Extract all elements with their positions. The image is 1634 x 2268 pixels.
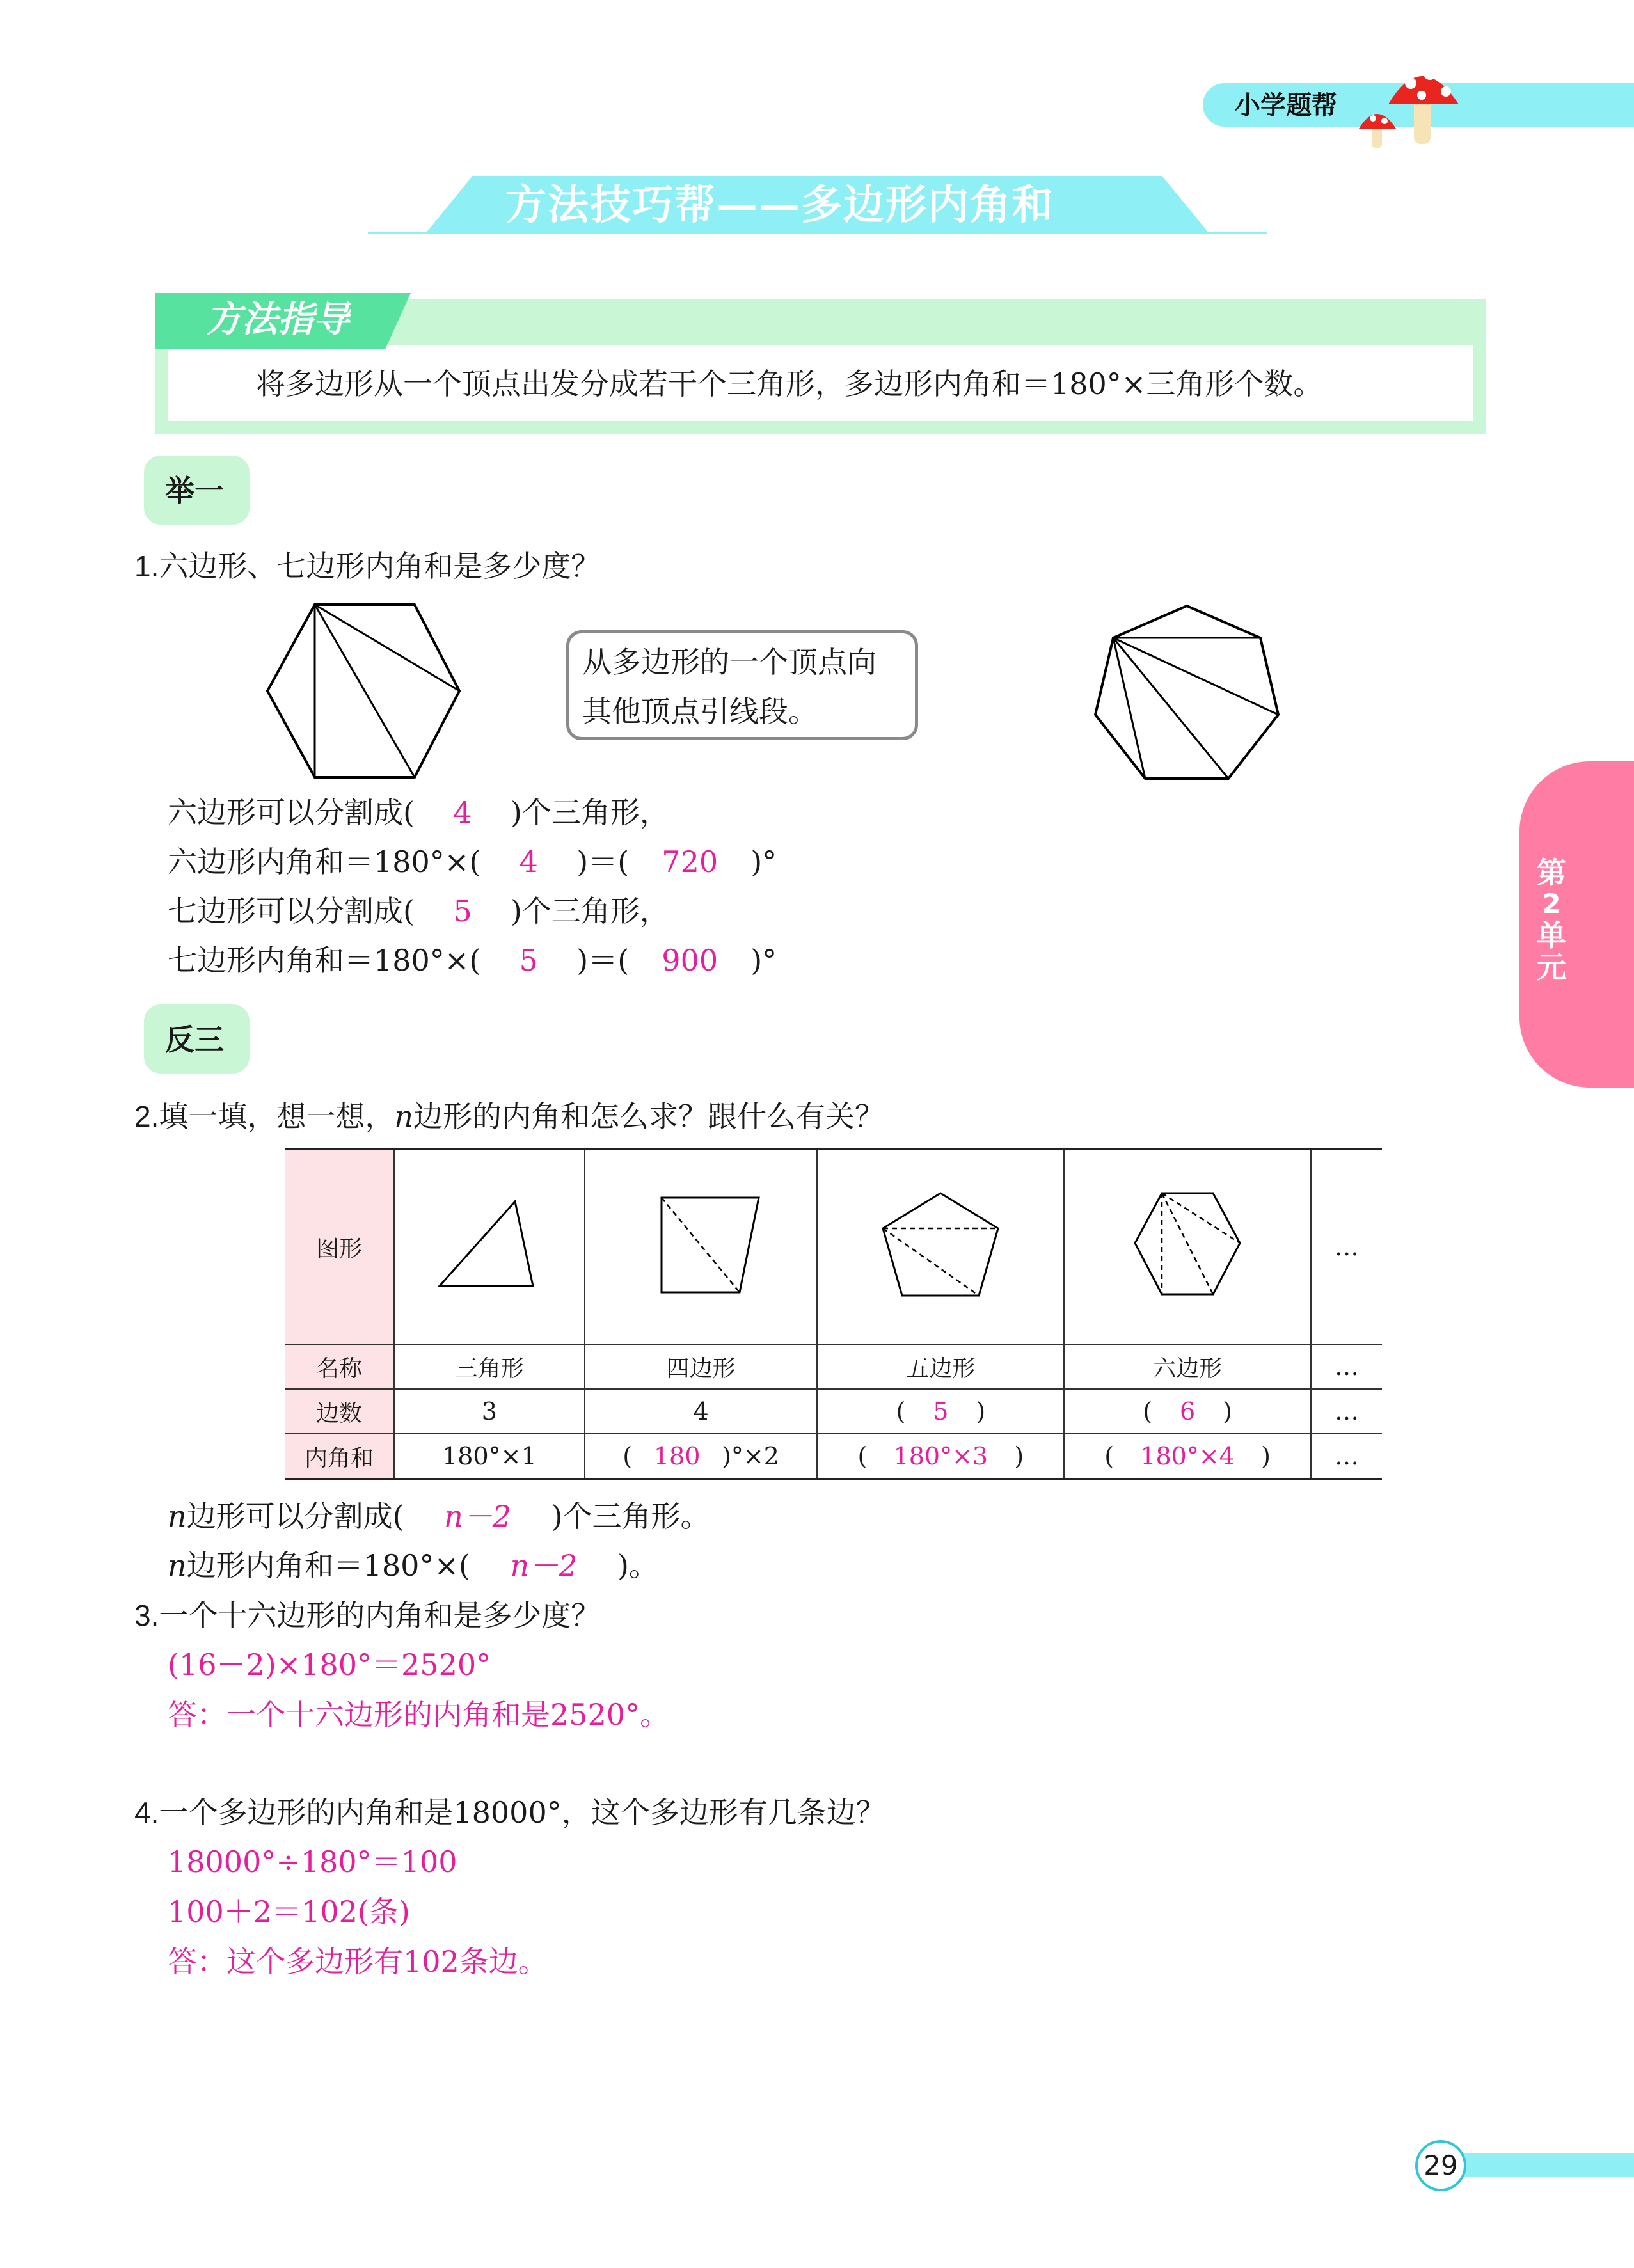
q3-answer-1: (16－2)×180°＝2520°	[168, 1647, 491, 1682]
q2-line-2: n边形内角和＝180°×( n－2 )。	[168, 1546, 658, 1585]
q1-answer-2: 4	[519, 845, 538, 879]
sum-triangle: 180°×1	[394, 1434, 585, 1479]
q1-line-3: 七边形可以分割成( 5 )个三角形，	[168, 892, 669, 930]
q3-answer-2: 答：一个十六边形的内角和是2520°。	[168, 1697, 670, 1732]
q2-number: 2.	[134, 1100, 159, 1133]
q1-line-2: 六边形内角和＝180°×( 4 )＝( 720 )°	[168, 843, 777, 881]
triangle-figure	[425, 1190, 553, 1299]
q4-answer-2: 100＋2＝102(条)	[168, 1894, 410, 1929]
name-quadrilateral: 四边形	[585, 1344, 818, 1389]
pentagon-figure	[876, 1187, 1004, 1302]
row-header-angle-sum: 内角和	[285, 1434, 394, 1479]
q1-answer-1: 4	[453, 795, 472, 830]
unit-tab-char-3: 单	[1537, 918, 1566, 953]
name-hexagon: 六边形	[1064, 1344, 1311, 1389]
q1-answer-5: 5	[519, 943, 538, 978]
ellipsis-4: …	[1311, 1434, 1382, 1479]
brand-label: 小学题帮	[1235, 91, 1337, 120]
q4-number: 4.	[134, 1796, 159, 1829]
cell-pentagon-figure	[817, 1150, 1064, 1345]
method-text: 将多边形从一个顶点出发分成若干个三角形，多边形内角和＝180°×三角形个数。	[256, 367, 1323, 401]
sides-hexagon: ( 6 )	[1064, 1389, 1311, 1434]
unit-tab-char-2: 2	[1542, 888, 1561, 919]
hint-line-2: 其他顶点引线段。	[582, 694, 818, 729]
q4-question: 4.一个多边形的内角和是18000°，这个多边形有几条边？	[134, 1795, 885, 1830]
q1-line-1: 六边形可以分割成( 4 )个三角形，	[168, 793, 669, 832]
mushroom-icon	[1350, 54, 1478, 150]
sides-triangle: 3	[394, 1389, 585, 1434]
q2-answer-1: n－2	[444, 1499, 512, 1534]
cell-quadrilateral-figure	[585, 1150, 818, 1345]
sum-pentagon: ( 180°×3 )	[817, 1434, 1064, 1479]
q1-answer-3: 720	[662, 845, 718, 879]
hexagon-figure	[256, 598, 473, 784]
method-tag-label: 方法指导	[206, 299, 349, 340]
q4-answer-3: 答：这个多边形有102条边。	[168, 1944, 548, 1979]
name-pentagon: 五边形	[817, 1344, 1064, 1389]
unit-tab-char-4: 元	[1537, 950, 1566, 985]
sides-quadrilateral: 4	[585, 1389, 818, 1434]
page-number: 29	[1424, 2150, 1458, 2181]
q1-text: 六边形、七边形内角和是多少度？	[159, 549, 601, 583]
q1-line-4: 七边形内角和＝180°×( 5 )＝( 900 )°	[168, 941, 777, 979]
hexagon-small-figure	[1123, 1187, 1251, 1302]
cell-triangle-figure	[394, 1150, 585, 1345]
polygon-table	[285, 1148, 1382, 1480]
q3-question: 3.一个十六边形的内角和是多少度？	[134, 1598, 601, 1633]
q1-answer-4: 5	[453, 894, 472, 928]
q2-question: 2.填一填，想一想，n边形的内角和怎么求？跟什么有关？	[134, 1099, 885, 1134]
quadrilateral-figure	[637, 1190, 765, 1299]
sum-quadrilateral: ( 180 )°×2	[585, 1434, 818, 1479]
q1-number: 1.	[134, 550, 159, 583]
q3-number: 3.	[134, 1599, 159, 1632]
heptagon-figure	[1088, 598, 1286, 784]
ellipsis-1: …	[1311, 1150, 1382, 1345]
ellipsis-2: …	[1311, 1344, 1382, 1389]
page-title: 方法技巧帮——多边形内角和	[505, 182, 1054, 229]
sum-hexagon: ( 180°×4 )	[1064, 1434, 1311, 1479]
sides-pentagon: ( 5 )	[817, 1389, 1064, 1434]
name-triangle: 三角形	[394, 1344, 585, 1389]
row-header-shape: 图形	[285, 1150, 394, 1345]
q4-answer-1: 18000°÷180°＝100	[168, 1844, 457, 1879]
cell-hexagon-figure	[1064, 1150, 1311, 1345]
q2-line-1: n边形可以分割成( n－2 )个三角形。	[168, 1497, 710, 1535]
unit-tab-char-1: 第	[1537, 855, 1566, 890]
q1-question	[134, 547, 600, 585]
q1-answer-6: 900	[662, 943, 718, 978]
section-label-fansan-text: 反三	[165, 1022, 224, 1057]
footer-strip	[1459, 2153, 1634, 2177]
row-header-sides: 边数	[285, 1389, 394, 1434]
hint-line-1: 从多边形的一个顶点向	[582, 645, 876, 679]
row-header-name: 名称	[285, 1344, 394, 1389]
q2-answer-2: n－2	[510, 1548, 578, 1583]
section-label-juyi-text: 举一	[165, 473, 224, 508]
ellipsis-3: …	[1311, 1389, 1382, 1434]
